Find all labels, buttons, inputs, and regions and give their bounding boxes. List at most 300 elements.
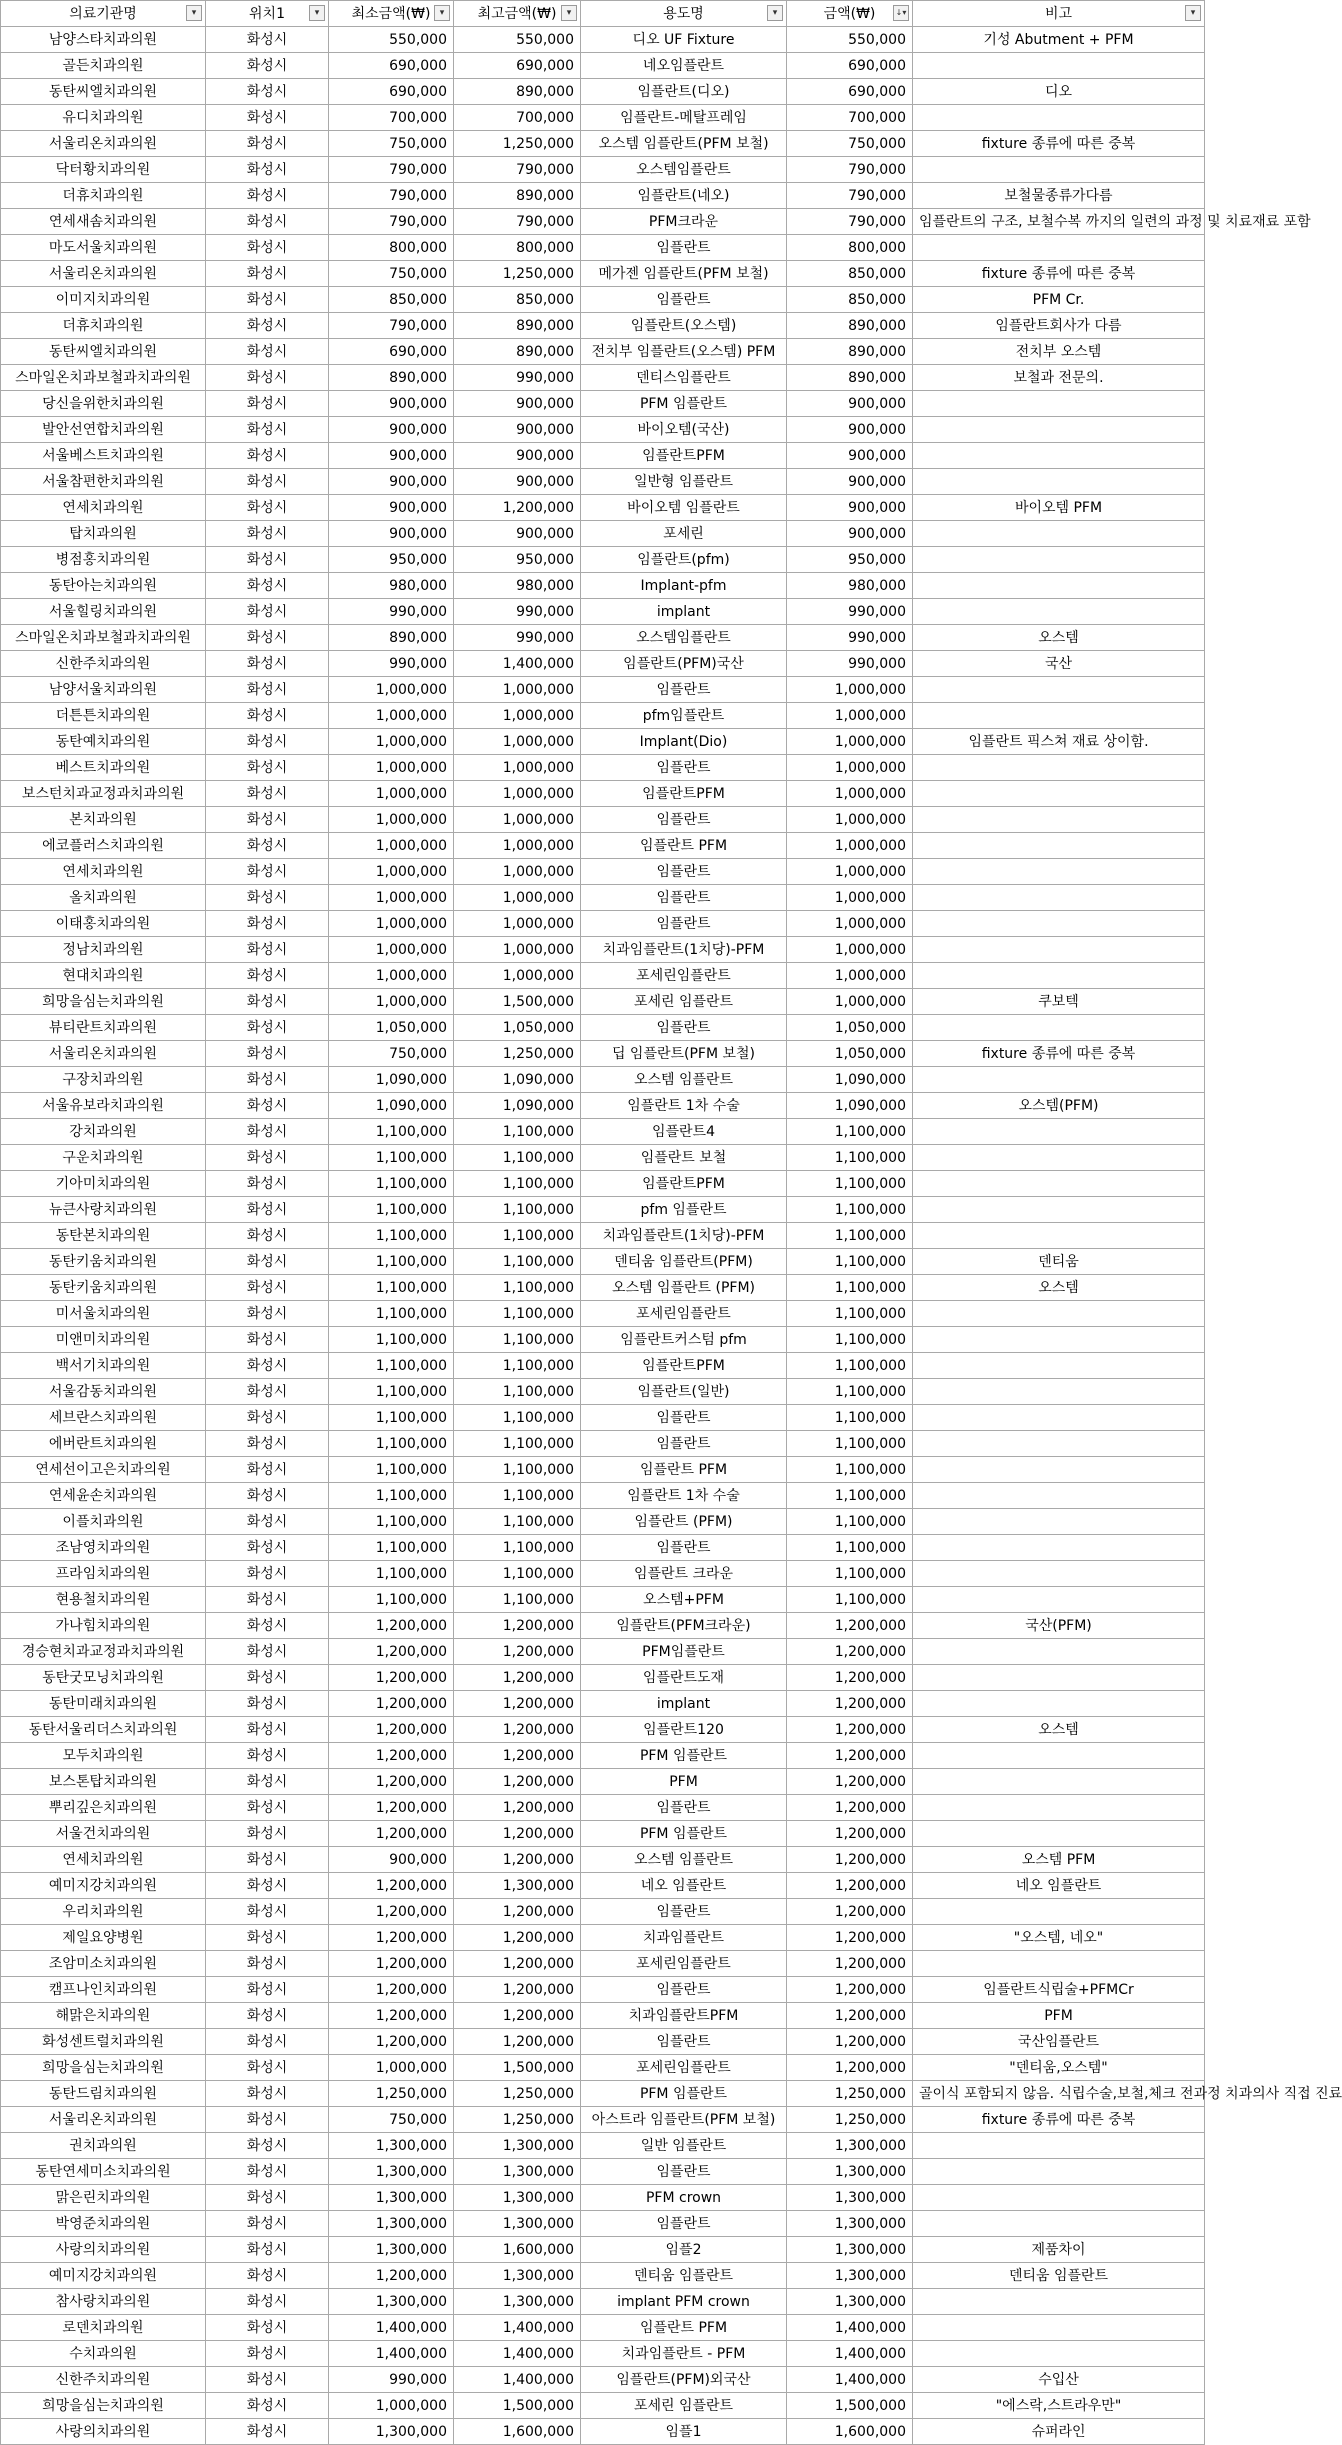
cell-max-price[interactable]: 900,000: [454, 469, 581, 495]
cell-max-price[interactable]: 1,300,000: [454, 2289, 581, 2315]
cell-remarks[interactable]: 수입산: [913, 2367, 1205, 2393]
cell-purpose[interactable]: 오스템임플란트: [581, 625, 787, 651]
cell-location[interactable]: 화성시: [206, 2003, 329, 2029]
cell-purpose[interactable]: 포세린 임플란트: [581, 989, 787, 1015]
cell-remarks[interactable]: [913, 1665, 1205, 1691]
cell-min-price[interactable]: 1,090,000: [329, 1093, 454, 1119]
cell-max-price[interactable]: 1,100,000: [454, 1431, 581, 1457]
cell-price[interactable]: 1,300,000: [787, 2133, 913, 2159]
cell-remarks[interactable]: 골이식 포함되지 않음. 식립수술,보철,체크 전과정 치과의사 직접 진료: [913, 2081, 1205, 2107]
cell-max-price[interactable]: 1,200,000: [454, 1977, 581, 2003]
cell-institution[interactable]: 참사랑치과의원: [1, 2289, 206, 2315]
cell-price[interactable]: 950,000: [787, 547, 913, 573]
cell-institution[interactable]: 동탄미래치과의원: [1, 1691, 206, 1717]
cell-price[interactable]: 1,200,000: [787, 1613, 913, 1639]
cell-max-price[interactable]: 550,000: [454, 27, 581, 53]
cell-remarks[interactable]: [913, 911, 1205, 937]
cell-remarks[interactable]: 임플란트 픽스쳐 재료 상이함.: [913, 729, 1205, 755]
cell-location[interactable]: 화성시: [206, 677, 329, 703]
cell-institution[interactable]: 뷰티란트치과의원: [1, 1015, 206, 1041]
cell-max-price[interactable]: 700,000: [454, 105, 581, 131]
cell-purpose[interactable]: 메가젠 임플란트(PFM 보철): [581, 261, 787, 287]
cell-max-price[interactable]: 1,100,000: [454, 1145, 581, 1171]
cell-price[interactable]: 1,200,000: [787, 1899, 913, 1925]
cell-price[interactable]: 900,000: [787, 495, 913, 521]
cell-max-price[interactable]: 900,000: [454, 417, 581, 443]
cell-location[interactable]: 화성시: [206, 1379, 329, 1405]
cell-min-price[interactable]: 690,000: [329, 339, 454, 365]
cell-remarks[interactable]: [913, 1067, 1205, 1093]
cell-location[interactable]: 화성시: [206, 1743, 329, 1769]
cell-max-price[interactable]: 1,200,000: [454, 1613, 581, 1639]
cell-price[interactable]: 1,050,000: [787, 1041, 913, 1067]
cell-institution[interactable]: 서울리온치과의원: [1, 131, 206, 157]
cell-min-price[interactable]: 1,000,000: [329, 807, 454, 833]
filter-dropdown-button[interactable]: ▾: [561, 5, 577, 21]
cell-min-price[interactable]: 750,000: [329, 1041, 454, 1067]
cell-max-price[interactable]: 1,090,000: [454, 1093, 581, 1119]
cell-location[interactable]: 화성시: [206, 1847, 329, 1873]
cell-institution[interactable]: 골든치과의원: [1, 53, 206, 79]
cell-price[interactable]: 1,200,000: [787, 1951, 913, 1977]
cell-max-price[interactable]: 1,200,000: [454, 1821, 581, 1847]
cell-location[interactable]: 화성시: [206, 1171, 329, 1197]
cell-max-price[interactable]: 1,400,000: [454, 2367, 581, 2393]
cell-price[interactable]: 1,600,000: [787, 2419, 913, 2445]
cell-remarks[interactable]: [913, 1639, 1205, 1665]
cell-min-price[interactable]: 690,000: [329, 53, 454, 79]
cell-purpose[interactable]: 임플란트PFM: [581, 443, 787, 469]
cell-remarks[interactable]: [913, 755, 1205, 781]
cell-price[interactable]: 1,200,000: [787, 2003, 913, 2029]
cell-max-price[interactable]: 1,250,000: [454, 131, 581, 157]
cell-remarks[interactable]: [913, 859, 1205, 885]
cell-price[interactable]: 1,000,000: [787, 807, 913, 833]
cell-remarks[interactable]: 임플란트회사가 다름: [913, 313, 1205, 339]
cell-min-price[interactable]: 1,100,000: [329, 1561, 454, 1587]
cell-institution[interactable]: 세브란스치과의원: [1, 1405, 206, 1431]
cell-purpose[interactable]: 오스템 임플란트 (PFM): [581, 1275, 787, 1301]
cell-price[interactable]: 1,000,000: [787, 963, 913, 989]
filter-dropdown-button[interactable]: ▾: [1185, 5, 1201, 21]
cell-location[interactable]: 화성시: [206, 2185, 329, 2211]
cell-remarks[interactable]: [913, 547, 1205, 573]
cell-institution[interactable]: 당신을위한치과의원: [1, 391, 206, 417]
cell-institution[interactable]: 연세치과의원: [1, 859, 206, 885]
cell-location[interactable]: 화성시: [206, 885, 329, 911]
cell-purpose[interactable]: 임플란트(네오): [581, 183, 787, 209]
cell-location[interactable]: 화성시: [206, 911, 329, 937]
cell-max-price[interactable]: 980,000: [454, 573, 581, 599]
cell-max-price[interactable]: 790,000: [454, 157, 581, 183]
cell-min-price[interactable]: 1,000,000: [329, 2393, 454, 2419]
cell-max-price[interactable]: 890,000: [454, 313, 581, 339]
cell-institution[interactable]: 조암미소치과의원: [1, 1951, 206, 1977]
cell-price[interactable]: 790,000: [787, 183, 913, 209]
cell-institution[interactable]: 서울리온치과의원: [1, 261, 206, 287]
cell-max-price[interactable]: 1,000,000: [454, 911, 581, 937]
cell-purpose[interactable]: 임플란트 1차 수술: [581, 1483, 787, 1509]
cell-min-price[interactable]: 1,300,000: [329, 2133, 454, 2159]
cell-max-price[interactable]: 890,000: [454, 339, 581, 365]
cell-min-price[interactable]: 750,000: [329, 131, 454, 157]
cell-location[interactable]: 화성시: [206, 1899, 329, 1925]
cell-price[interactable]: 1,090,000: [787, 1093, 913, 1119]
cell-min-price[interactable]: 1,000,000: [329, 989, 454, 1015]
cell-remarks[interactable]: [913, 1587, 1205, 1613]
cell-purpose[interactable]: implant: [581, 1691, 787, 1717]
cell-price[interactable]: 1,300,000: [787, 2211, 913, 2237]
cell-purpose[interactable]: 임플란트: [581, 677, 787, 703]
cell-max-price[interactable]: 1,200,000: [454, 1951, 581, 1977]
cell-purpose[interactable]: 오스템+PFM: [581, 1587, 787, 1613]
cell-max-price[interactable]: 1,500,000: [454, 2055, 581, 2081]
cell-max-price[interactable]: 1,250,000: [454, 1041, 581, 1067]
cell-min-price[interactable]: 1,400,000: [329, 2315, 454, 2341]
cell-institution[interactable]: 경승현치과교정과치과의원: [1, 1639, 206, 1665]
cell-remarks[interactable]: [913, 1691, 1205, 1717]
cell-institution[interactable]: 우리치과의원: [1, 1899, 206, 1925]
cell-institution[interactable]: 구운치과의원: [1, 1145, 206, 1171]
cell-location[interactable]: 화성시: [206, 2289, 329, 2315]
cell-location[interactable]: 화성시: [206, 2107, 329, 2133]
cell-remarks[interactable]: [913, 1301, 1205, 1327]
cell-location[interactable]: 화성시: [206, 2211, 329, 2237]
cell-remarks[interactable]: 슈퍼라인: [913, 2419, 1205, 2445]
cell-remarks[interactable]: 임플란트의 구조, 보철수복 까지의 일련의 과정 및 치료재료 포함: [913, 209, 1205, 235]
cell-price[interactable]: 700,000: [787, 105, 913, 131]
cell-remarks[interactable]: [913, 1951, 1205, 1977]
cell-max-price[interactable]: 900,000: [454, 521, 581, 547]
cell-max-price[interactable]: 1,300,000: [454, 2133, 581, 2159]
cell-institution[interactable]: 발안선연합치과의원: [1, 417, 206, 443]
cell-max-price[interactable]: 1,100,000: [454, 1171, 581, 1197]
cell-price[interactable]: 1,200,000: [787, 1925, 913, 1951]
cell-min-price[interactable]: 1,000,000: [329, 729, 454, 755]
cell-min-price[interactable]: 1,200,000: [329, 1873, 454, 1899]
cell-institution[interactable]: 서울감동치과의원: [1, 1379, 206, 1405]
cell-min-price[interactable]: 1,000,000: [329, 755, 454, 781]
cell-price[interactable]: 900,000: [787, 391, 913, 417]
cell-location[interactable]: 화성시: [206, 443, 329, 469]
cell-price[interactable]: 900,000: [787, 417, 913, 443]
cell-max-price[interactable]: 1,200,000: [454, 1795, 581, 1821]
cell-max-price[interactable]: 1,200,000: [454, 1899, 581, 1925]
cell-institution[interactable]: 조남영치과의원: [1, 1535, 206, 1561]
cell-location[interactable]: 화성시: [206, 963, 329, 989]
cell-location[interactable]: 화성시: [206, 1665, 329, 1691]
cell-purpose[interactable]: 임플란트(디오): [581, 79, 787, 105]
cell-purpose[interactable]: 임플란트: [581, 755, 787, 781]
cell-purpose[interactable]: 임플란트: [581, 287, 787, 313]
cell-min-price[interactable]: 1,000,000: [329, 703, 454, 729]
cell-remarks[interactable]: PFM: [913, 2003, 1205, 2029]
cell-location[interactable]: 화성시: [206, 2263, 329, 2289]
cell-price[interactable]: 1,200,000: [787, 1691, 913, 1717]
cell-remarks[interactable]: [913, 807, 1205, 833]
cell-price[interactable]: 1,090,000: [787, 1067, 913, 1093]
cell-institution[interactable]: 에코플러스치과의원: [1, 833, 206, 859]
cell-price[interactable]: 1,400,000: [787, 2367, 913, 2393]
cell-max-price[interactable]: 1,500,000: [454, 2393, 581, 2419]
cell-max-price[interactable]: 1,200,000: [454, 495, 581, 521]
cell-purpose[interactable]: 임플란트(오스템): [581, 313, 787, 339]
cell-institution[interactable]: 기아미치과의원: [1, 1171, 206, 1197]
cell-location[interactable]: 화성시: [206, 599, 329, 625]
cell-remarks[interactable]: [913, 1899, 1205, 1925]
cell-max-price[interactable]: 1,000,000: [454, 781, 581, 807]
cell-min-price[interactable]: 1,200,000: [329, 1977, 454, 2003]
cell-remarks[interactable]: [913, 1821, 1205, 1847]
cell-price[interactable]: 980,000: [787, 573, 913, 599]
cell-institution[interactable]: 서울베스트치과의원: [1, 443, 206, 469]
cell-location[interactable]: 화성시: [206, 755, 329, 781]
cell-location[interactable]: 화성시: [206, 1405, 329, 1431]
cell-purpose[interactable]: 치과임플란트 - PFM: [581, 2341, 787, 2367]
cell-min-price[interactable]: 900,000: [329, 469, 454, 495]
cell-price[interactable]: 1,300,000: [787, 2159, 913, 2185]
cell-price[interactable]: 1,100,000: [787, 1327, 913, 1353]
filter-dropdown-button[interactable]: ▾: [767, 5, 783, 21]
cell-location[interactable]: 화성시: [206, 989, 329, 1015]
cell-institution[interactable]: 현대치과의원: [1, 963, 206, 989]
cell-location[interactable]: 화성시: [206, 1951, 329, 1977]
cell-max-price[interactable]: 1,000,000: [454, 807, 581, 833]
cell-location[interactable]: 화성시: [206, 1223, 329, 1249]
cell-remarks[interactable]: [913, 469, 1205, 495]
cell-purpose[interactable]: pfm 임플란트: [581, 1197, 787, 1223]
cell-max-price[interactable]: 1,000,000: [454, 885, 581, 911]
cell-max-price[interactable]: 900,000: [454, 443, 581, 469]
cell-institution[interactable]: 제일요양병원: [1, 1925, 206, 1951]
cell-remarks[interactable]: "에스락,스트라우만": [913, 2393, 1205, 2419]
cell-min-price[interactable]: 890,000: [329, 365, 454, 391]
cell-max-price[interactable]: 1,300,000: [454, 2159, 581, 2185]
cell-price[interactable]: 1,300,000: [787, 2289, 913, 2315]
cell-institution[interactable]: 연세치과의원: [1, 1847, 206, 1873]
cell-location[interactable]: 화성시: [206, 2393, 329, 2419]
cell-remarks[interactable]: 바이오템 PFM: [913, 495, 1205, 521]
cell-purpose[interactable]: 임플란트: [581, 235, 787, 261]
cell-max-price[interactable]: 1,400,000: [454, 651, 581, 677]
cell-purpose[interactable]: implant: [581, 599, 787, 625]
cell-min-price[interactable]: 790,000: [329, 157, 454, 183]
cell-institution[interactable]: 보스턴치과교정과치과의원: [1, 781, 206, 807]
cell-min-price[interactable]: 900,000: [329, 443, 454, 469]
cell-institution[interactable]: 예미지강치과의원: [1, 2263, 206, 2289]
cell-remarks[interactable]: [913, 157, 1205, 183]
cell-min-price[interactable]: 850,000: [329, 287, 454, 313]
cell-max-price[interactable]: 990,000: [454, 625, 581, 651]
cell-price[interactable]: 900,000: [787, 521, 913, 547]
cell-purpose[interactable]: 포세린임플란트: [581, 963, 787, 989]
cell-institution[interactable]: 정남치과의원: [1, 937, 206, 963]
cell-price[interactable]: 1,100,000: [787, 1379, 913, 1405]
cell-min-price[interactable]: 1,090,000: [329, 1067, 454, 1093]
cell-remarks[interactable]: 보철과 전문의.: [913, 365, 1205, 391]
cell-min-price[interactable]: 980,000: [329, 573, 454, 599]
cell-price[interactable]: 990,000: [787, 625, 913, 651]
cell-purpose[interactable]: 전치부 임플란트(오스템) PFM: [581, 339, 787, 365]
cell-purpose[interactable]: PFM 임플란트: [581, 1821, 787, 1847]
cell-purpose[interactable]: PFM 임플란트: [581, 1743, 787, 1769]
cell-min-price[interactable]: 900,000: [329, 521, 454, 547]
cell-min-price[interactable]: 1,100,000: [329, 1119, 454, 1145]
cell-remarks[interactable]: 오스템 PFM: [913, 1847, 1205, 1873]
cell-purpose[interactable]: 바이오템 임플란트: [581, 495, 787, 521]
cell-price[interactable]: 690,000: [787, 79, 913, 105]
cell-location[interactable]: 화성시: [206, 833, 329, 859]
cell-location[interactable]: 화성시: [206, 1561, 329, 1587]
cell-remarks[interactable]: [913, 1015, 1205, 1041]
cell-price[interactable]: 990,000: [787, 651, 913, 677]
cell-remarks[interactable]: 오스템: [913, 1717, 1205, 1743]
cell-location[interactable]: 화성시: [206, 625, 329, 651]
cell-min-price[interactable]: 1,300,000: [329, 2185, 454, 2211]
cell-purpose[interactable]: 네오임플란트: [581, 53, 787, 79]
cell-min-price[interactable]: 1,200,000: [329, 2003, 454, 2029]
cell-remarks[interactable]: [913, 521, 1205, 547]
cell-min-price[interactable]: 900,000: [329, 417, 454, 443]
sort-filter-button[interactable]: ↓▾: [893, 5, 909, 21]
cell-purpose[interactable]: 임플란트: [581, 1899, 787, 1925]
cell-institution[interactable]: 화성센트럴치과의원: [1, 2029, 206, 2055]
cell-price[interactable]: 1,100,000: [787, 1197, 913, 1223]
cell-max-price[interactable]: 1,200,000: [454, 1847, 581, 1873]
cell-location[interactable]: 화성시: [206, 53, 329, 79]
cell-max-price[interactable]: 1,300,000: [454, 2263, 581, 2289]
cell-location[interactable]: 화성시: [206, 781, 329, 807]
cell-max-price[interactable]: 1,100,000: [454, 1301, 581, 1327]
cell-purpose[interactable]: 포세린임플란트: [581, 1301, 787, 1327]
cell-institution[interactable]: 서울유보라치과의원: [1, 1093, 206, 1119]
cell-institution[interactable]: 동탄서울리더스치과의원: [1, 1717, 206, 1743]
cell-purpose[interactable]: 임플란트 PFM: [581, 1457, 787, 1483]
cell-price[interactable]: 1,200,000: [787, 1639, 913, 1665]
cell-institution[interactable]: 강치과의원: [1, 1119, 206, 1145]
cell-price[interactable]: 1,100,000: [787, 1509, 913, 1535]
cell-location[interactable]: 화성시: [206, 417, 329, 443]
cell-max-price[interactable]: 1,200,000: [454, 1717, 581, 1743]
cell-remarks[interactable]: [913, 677, 1205, 703]
cell-location[interactable]: 화성시: [206, 1769, 329, 1795]
cell-remarks[interactable]: 국산: [913, 651, 1205, 677]
cell-price[interactable]: 1,000,000: [787, 755, 913, 781]
cell-remarks[interactable]: [913, 391, 1205, 417]
cell-price[interactable]: 1,300,000: [787, 2263, 913, 2289]
cell-max-price[interactable]: 1,200,000: [454, 1769, 581, 1795]
cell-remarks[interactable]: [913, 781, 1205, 807]
cell-max-price[interactable]: 1,100,000: [454, 1197, 581, 1223]
cell-remarks[interactable]: 오스템: [913, 1275, 1205, 1301]
cell-institution[interactable]: 수치과의원: [1, 2341, 206, 2367]
cell-max-price[interactable]: 1,000,000: [454, 677, 581, 703]
cell-min-price[interactable]: 1,400,000: [329, 2341, 454, 2367]
cell-min-price[interactable]: 1,000,000: [329, 963, 454, 989]
cell-price[interactable]: 990,000: [787, 599, 913, 625]
cell-purpose[interactable]: 덴티스임플란트: [581, 365, 787, 391]
cell-purpose[interactable]: implant PFM crown: [581, 2289, 787, 2315]
cell-location[interactable]: 화성시: [206, 1925, 329, 1951]
cell-location[interactable]: 화성시: [206, 1353, 329, 1379]
cell-max-price[interactable]: 1,250,000: [454, 261, 581, 287]
cell-max-price[interactable]: 1,200,000: [454, 2003, 581, 2029]
cell-remarks[interactable]: [913, 1353, 1205, 1379]
cell-min-price[interactable]: 1,000,000: [329, 911, 454, 937]
cell-purpose[interactable]: 임플란트 크라운: [581, 1561, 787, 1587]
cell-location[interactable]: 화성시: [206, 547, 329, 573]
cell-price[interactable]: 1,000,000: [787, 833, 913, 859]
cell-price[interactable]: 900,000: [787, 469, 913, 495]
cell-remarks[interactable]: [913, 1327, 1205, 1353]
cell-remarks[interactable]: 덴티움 임플란트: [913, 2263, 1205, 2289]
cell-min-price[interactable]: 1,000,000: [329, 859, 454, 885]
cell-price[interactable]: 1,000,000: [787, 885, 913, 911]
cell-purpose[interactable]: 임플란트: [581, 807, 787, 833]
cell-location[interactable]: 화성시: [206, 79, 329, 105]
cell-institution[interactable]: 예미지강치과의원: [1, 1873, 206, 1899]
cell-location[interactable]: 화성시: [206, 2315, 329, 2341]
cell-purpose[interactable]: 덴티움 임플란트(PFM): [581, 1249, 787, 1275]
cell-price[interactable]: 750,000: [787, 131, 913, 157]
cell-min-price[interactable]: 900,000: [329, 391, 454, 417]
cell-purpose[interactable]: 덴티움 임플란트: [581, 2263, 787, 2289]
cell-min-price[interactable]: 1,100,000: [329, 1327, 454, 1353]
cell-min-price[interactable]: 690,000: [329, 79, 454, 105]
cell-remarks[interactable]: 기성 Abutment + PFM: [913, 27, 1205, 53]
cell-location[interactable]: 화성시: [206, 2029, 329, 2055]
cell-price[interactable]: 1,250,000: [787, 2081, 913, 2107]
cell-min-price[interactable]: 800,000: [329, 235, 454, 261]
cell-price[interactable]: 1,000,000: [787, 703, 913, 729]
cell-institution[interactable]: 박영준치과의원: [1, 2211, 206, 2237]
cell-min-price[interactable]: 1,000,000: [329, 2055, 454, 2081]
cell-remarks[interactable]: 쿠보텍: [913, 989, 1205, 1015]
cell-location[interactable]: 화성시: [206, 183, 329, 209]
cell-institution[interactable]: 맑은린치과의원: [1, 2185, 206, 2211]
cell-purpose[interactable]: 포세린 임플란트: [581, 2393, 787, 2419]
cell-remarks[interactable]: [913, 1145, 1205, 1171]
cell-price[interactable]: 1,300,000: [787, 2237, 913, 2263]
cell-max-price[interactable]: 1,100,000: [454, 1223, 581, 1249]
cell-max-price[interactable]: 1,300,000: [454, 1873, 581, 1899]
cell-location[interactable]: 화성시: [206, 1041, 329, 1067]
cell-purpose[interactable]: 임플1: [581, 2419, 787, 2445]
cell-price[interactable]: 1,200,000: [787, 1743, 913, 1769]
cell-institution[interactable]: 동탄아는치과의원: [1, 573, 206, 599]
cell-institution[interactable]: 서울리온치과의원: [1, 1041, 206, 1067]
cell-min-price[interactable]: 1,200,000: [329, 1665, 454, 1691]
cell-max-price[interactable]: 1,200,000: [454, 1665, 581, 1691]
cell-min-price[interactable]: 1,100,000: [329, 1379, 454, 1405]
cell-purpose[interactable]: 네오 임플란트: [581, 1873, 787, 1899]
cell-min-price[interactable]: 790,000: [329, 313, 454, 339]
cell-min-price[interactable]: 900,000: [329, 1847, 454, 1873]
cell-institution[interactable]: 연세윤손치과의원: [1, 1483, 206, 1509]
cell-price[interactable]: 1,100,000: [787, 1457, 913, 1483]
cell-purpose[interactable]: 오스템 임플란트: [581, 1847, 787, 1873]
cell-institution[interactable]: 동탄본치과의원: [1, 1223, 206, 1249]
cell-institution[interactable]: 서울참편한치과의원: [1, 469, 206, 495]
cell-price[interactable]: 890,000: [787, 313, 913, 339]
cell-max-price[interactable]: 1,250,000: [454, 2081, 581, 2107]
cell-location[interactable]: 화성시: [206, 573, 329, 599]
cell-location[interactable]: 화성시: [206, 1197, 329, 1223]
cell-min-price[interactable]: 790,000: [329, 209, 454, 235]
cell-max-price[interactable]: 1,300,000: [454, 2211, 581, 2237]
cell-location[interactable]: 화성시: [206, 313, 329, 339]
cell-price[interactable]: 1,100,000: [787, 1301, 913, 1327]
